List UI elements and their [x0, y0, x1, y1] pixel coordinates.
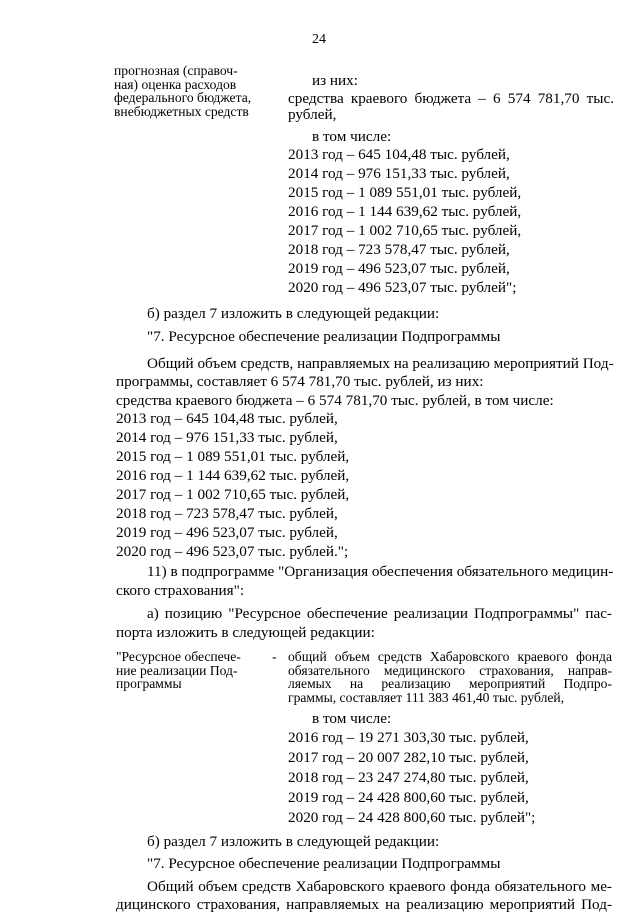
passport-label-line: программы	[116, 676, 182, 691]
section-b-text: б) раздел 7 изложить в следующей редакции:	[147, 833, 440, 850]
kraevoy-line-1: средства краевого бюджета – 6 574 781,70 тыс.	[288, 90, 614, 107]
item-11-line: ского страхования":	[116, 582, 245, 599]
page-number: 24	[312, 32, 326, 47]
year-value-line: 2020 год – 496 523,07 тыс. рублей";	[288, 279, 517, 296]
item-11-line: 11) в подпрограмме "Организация обеспечения обязательного медицин-	[147, 563, 614, 580]
year-value-line: 2017 год – 20 007 282,10 тыс. рублей,	[288, 749, 529, 766]
passport-value-line: общий объем средств Хабаровского краевого фонда	[288, 649, 612, 664]
year-value-line: 2015 год – 1 089 551,01 тыс. рублей,	[288, 184, 522, 201]
year-value-line: 2019 год – 496 523,07 тыс. рублей,	[288, 260, 510, 277]
paragraph-line: средства краевого бюджета – 6 574 781,70 тыс. рублей, в том числе:	[116, 392, 554, 409]
year-value-line: 2015 год – 1 089 551,01 тыс. рублей,	[116, 448, 350, 465]
indicator-label-line: федерального бюджета,	[114, 90, 252, 105]
paragraph-line: Общий объем средств Хабаровского краевого фонда обязательного ме-	[147, 878, 612, 895]
section-7-heading: "7. Ресурсное обеспечение реализации Подпрограммы	[147, 328, 501, 345]
indicator-label-line: внебюджетных средств	[114, 103, 249, 119]
year-value-line: 2020 год – 24 428 800,60 тыс. рублей";	[288, 809, 536, 826]
passport-dash: -	[272, 649, 277, 664]
year-value-line: 2018 год – 723 578,47 тыс. рублей,	[288, 241, 510, 258]
year-value-line: 2016 год – 1 144 639,62 тыс. рублей,	[116, 467, 350, 484]
item-a-line: порта изложить в следующей редакции:	[116, 624, 375, 641]
year-value-line: 2018 год – 723 578,47 тыс. рублей,	[116, 505, 338, 522]
indicator-label-line: прогнозная (справоч-	[114, 63, 238, 78]
year-value-line: 2017 год – 1 002 710,65 тыс. рублей,	[288, 222, 522, 239]
year-value-line: 2016 год – 1 144 639,62 тыс. рублей,	[288, 203, 522, 220]
section-7-heading: "7. Ресурсное обеспечение реализации Подпрограммы	[147, 855, 501, 872]
in-that-number-label: в том числе:	[312, 710, 392, 727]
indicator-label	[114, 64, 251, 118]
indicator-label-line: ная) оценка расходов	[114, 76, 237, 92]
year-value-line: 2014 год – 976 151,33 тыс. рублей,	[116, 429, 338, 446]
year-value-line: 2018 год – 23 247 274,80 тыс. рублей,	[288, 769, 529, 786]
passport-value-line: ляемых на реализацию мероприятий Подпро-	[288, 676, 612, 691]
year-value-line: 2017 год – 1 002 710,65 тыс. рублей,	[116, 486, 350, 503]
year-value-line: 2013 год – 645 104,48 тыс. рублей,	[288, 146, 510, 163]
paragraph-line: Общий объем средств, направляемых на реализацию мероприятий Под-	[147, 355, 614, 372]
section-b-text: б) раздел 7 изложить в следующей редакции:	[147, 305, 440, 322]
year-value-line: 2013 год – 645 104,48 тыс. рублей,	[116, 410, 338, 427]
kraevoy-line-2: рублей,	[288, 106, 337, 123]
paragraph-line: дицинского страхования, направляемых на реализацию мероприятий Под-	[116, 896, 612, 913]
year-value-line: 2019 год – 24 428 800,60 тыс. рублей,	[288, 789, 529, 806]
in-that-number-label: в том числе:	[312, 128, 392, 145]
year-value-line: 2016 год – 19 271 303,30 тыс. рублей,	[288, 729, 529, 746]
passport-label-line: "Ресурсное обеспече-	[116, 649, 241, 664]
item-a-line: а) позицию "Ресурсное обеспечение реализации Подпрограммы" пас-	[147, 605, 612, 622]
passport-value-line: граммы, составляет 111 383 461,40 тыс. рублей,	[288, 689, 565, 705]
passport-label	[116, 650, 241, 691]
year-value-line: 2020 год – 496 523,07 тыс. рублей.";	[116, 543, 349, 560]
year-value-line: 2019 год – 496 523,07 тыс. рублей,	[116, 524, 338, 541]
year-value-line: 2014 год – 976 151,33 тыс. рублей,	[288, 165, 510, 182]
paragraph-line: программы, составляет 6 574 781,70 тыс. рублей, из них:	[116, 373, 484, 390]
from-them-label: из них:	[312, 72, 358, 89]
passport-value	[288, 650, 612, 704]
passport-label-line: ние реализации Под-	[116, 662, 238, 678]
passport-value-line: обязательного медицинского страхования, направ-	[288, 662, 612, 678]
